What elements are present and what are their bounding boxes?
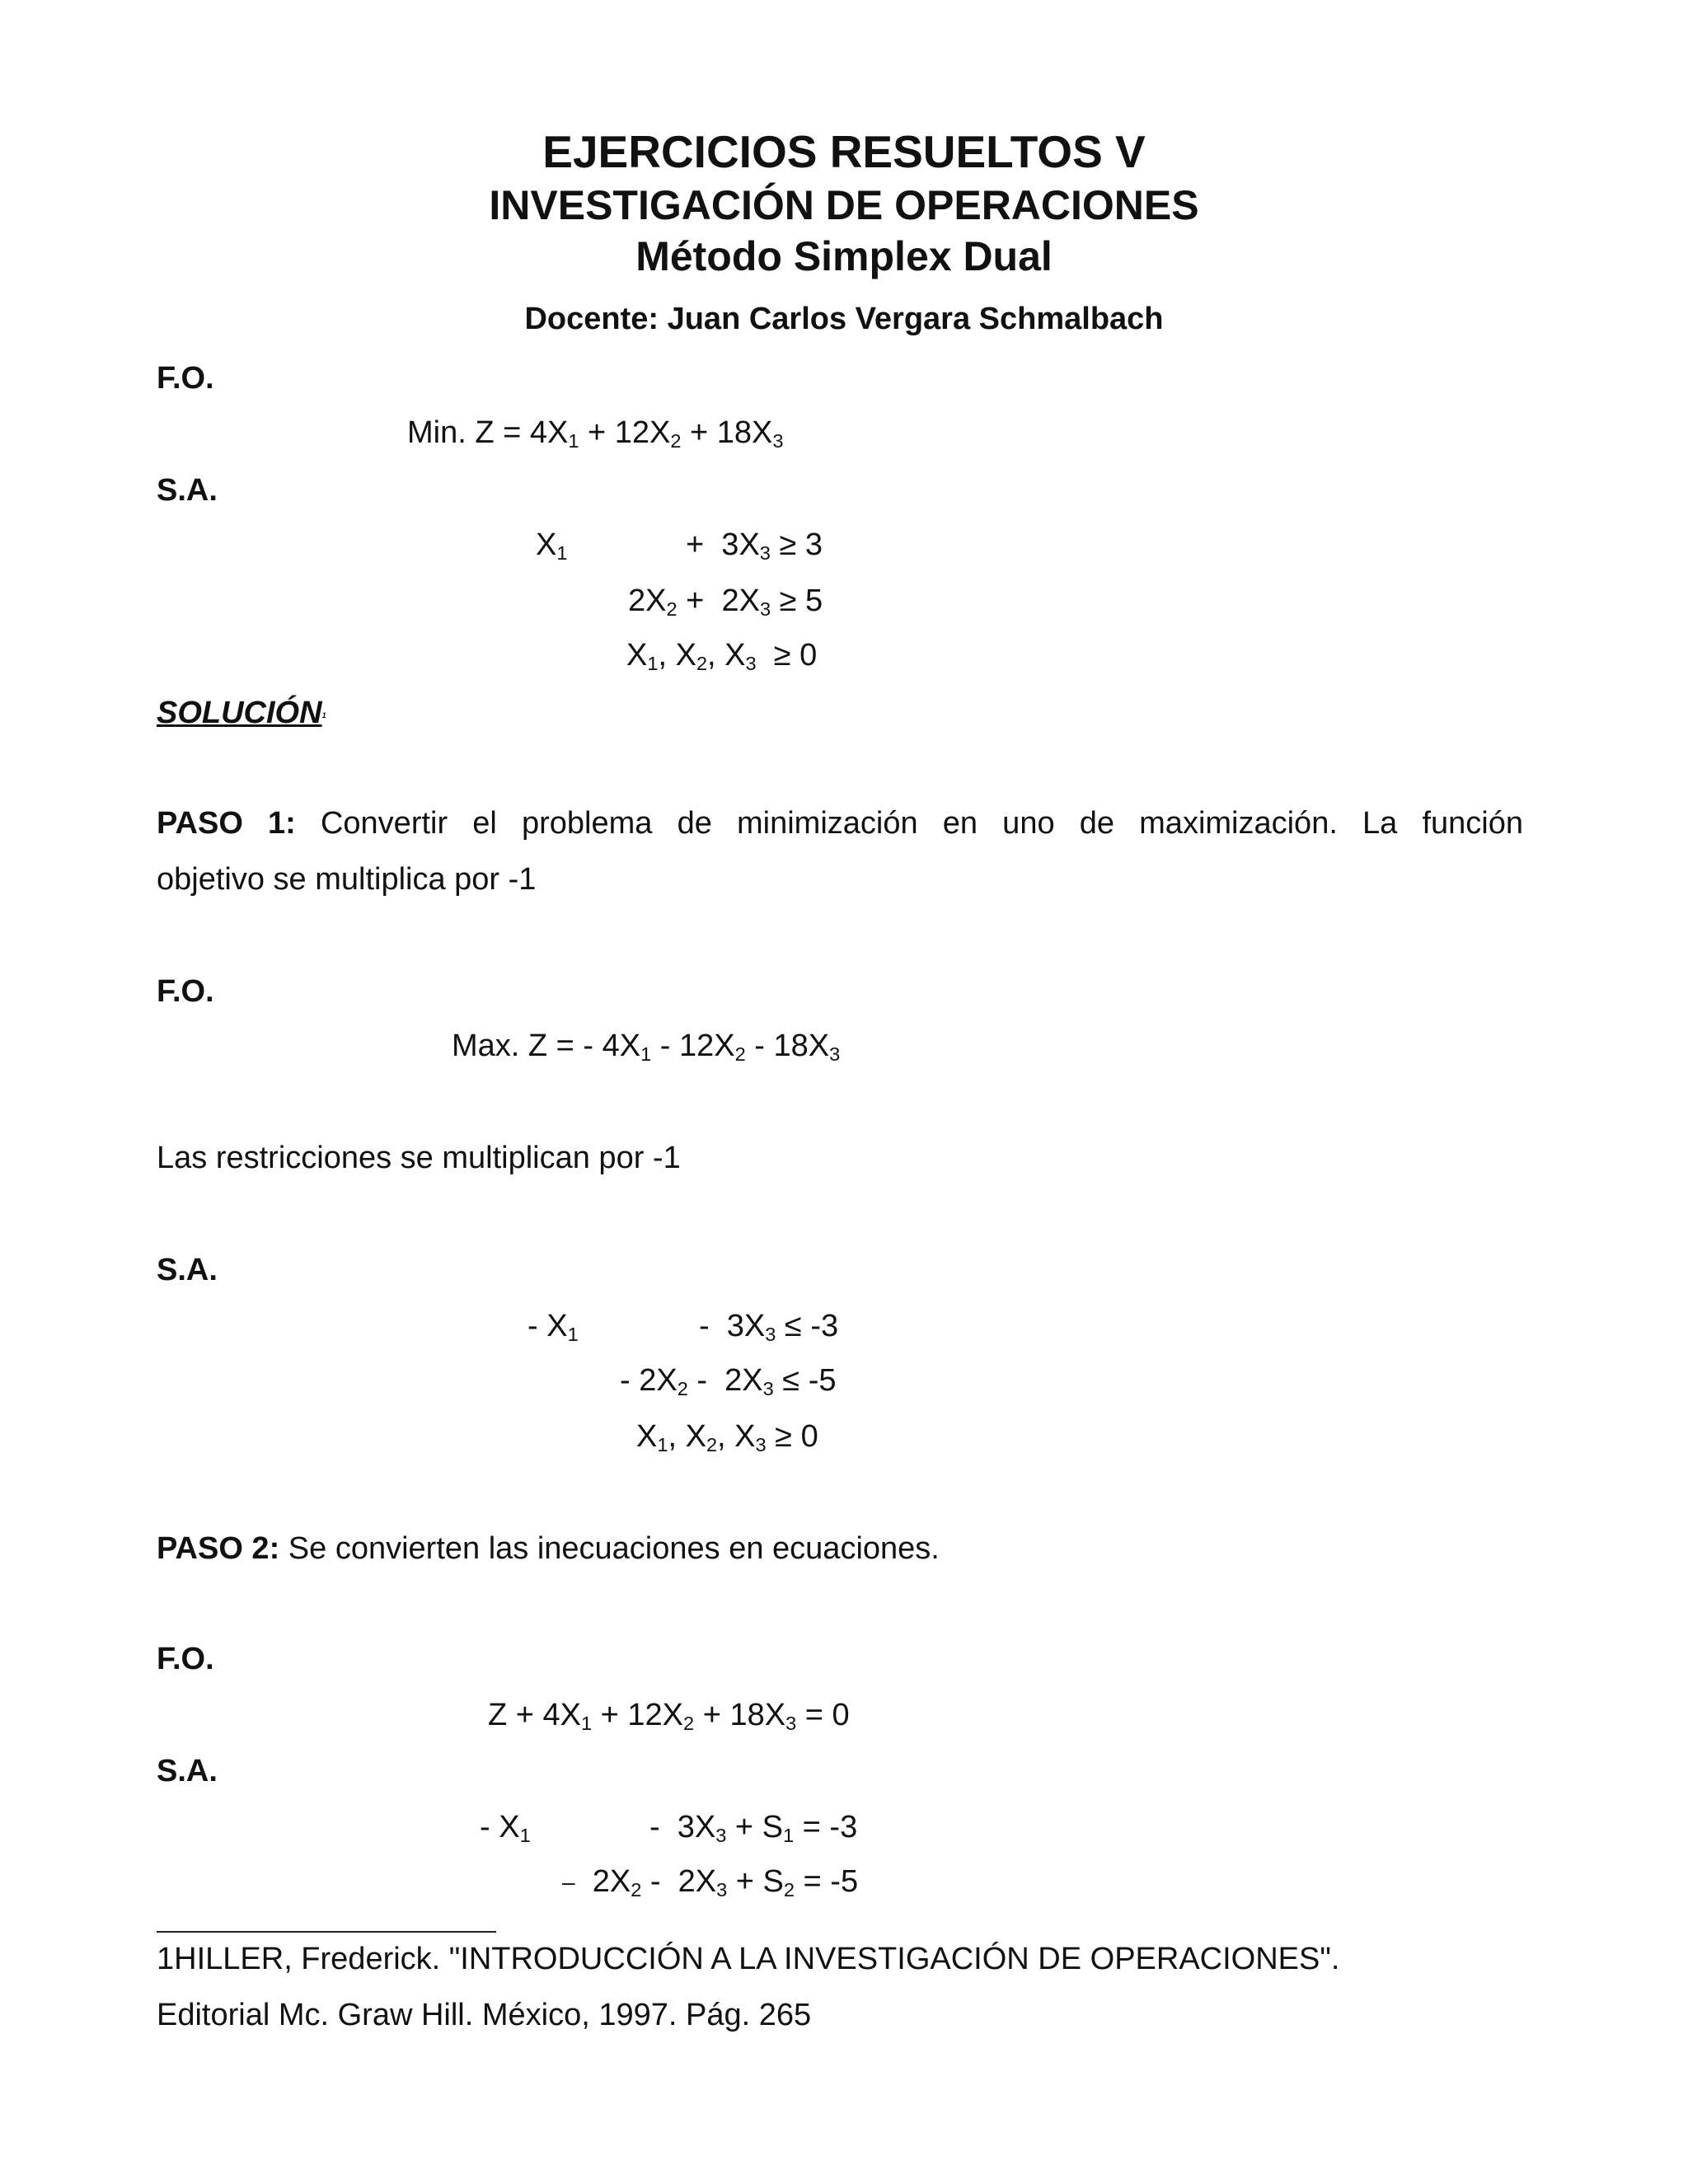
neg-constraint-1-rest: - $3X_3 \le -3$ [699,1309,839,1345]
footnote-line-1: 1HILLER, Frederick. "INTRODUCCIÓN A LA INVESTIGACIÓN DE OPERACIONES". [157,1942,1340,1976]
sa-label: S.A. [157,473,218,508]
method-title: Método Simplex Dual [635,233,1053,279]
objective-min: Min. $Z = 4X_1 + 12X_2 + 18X_3$ [407,415,784,452]
neg-constraint-1-x1: - $X_1$ [528,1309,579,1345]
paso1-text: Convertir el problema de minimización en uno de maximización. La función [320,806,1523,841]
paso2-paragraph [157,1531,940,1567]
constraint-1-rest: + $3X_3 \ge 3$ [686,527,823,564]
document-title: EJERCICIOS RESUELTOS V [542,126,1146,177]
paso1-paragraph [157,806,1523,841]
fo-label: F.O. [157,1642,214,1676]
neg-constraint-2: - $2X_2 - 2X_3 \le -5$ [620,1363,837,1399]
equation-1-x1: - $X_1$ [480,1810,531,1846]
fo-label: F.O. [157,361,214,396]
paso2-label: PASO 2: [157,1531,280,1566]
equation-1-rest: - $3X_3 + S_1 = -3$ [649,1810,858,1846]
footnote-line-2: Editorial Mc. Graw Hill. México, 1997. Pág. 265 [157,1998,812,2032]
teacher-line: Docente: Juan Carlos Vergara Schmalbach [524,302,1164,336]
non-negativity: $X_1$, $X_2$, $X_3 \ge 0$ [626,638,818,674]
restrictions-note: Las restricciones se multiplican por -1 [157,1141,681,1175]
constraint-1-x1: $X_1$ [536,527,568,564]
fo-label: F.O. [157,974,214,1009]
objective-equation: $Z + 4X_1 + 12X_2 + 18X_3 = 0$ [488,1698,850,1734]
paso1-label: PASO 1: [157,806,296,841]
sa-label: S.A. [157,1253,218,1287]
document-subtitle: INVESTIGACIÓN DE OPERACIONES [489,182,1199,228]
solution-heading: SOLUCIÓN$^1$ [157,696,326,730]
paso2-text: Se convierten las inecuaciones en ecuaciones. [288,1531,940,1566]
sa-label: S.A. [157,1754,218,1788]
equation-2: – $2X_2 - 2X_3 + S_2 = -5$ [562,1864,859,1900]
objective-max: Max. Z = - $4X_1 - 12X_2 - 18X_3$ [452,1029,841,1065]
non-negativity: $X_1$, $X_2$, $X_3 \ge 0$ [636,1419,818,1455]
constraint-2: $2X_2 + 2X_3 \ge 5$ [628,583,823,620]
paso1-continuation: objetivo se multiplica por -1 [157,862,537,897]
footnote-divider [157,1931,496,1933]
